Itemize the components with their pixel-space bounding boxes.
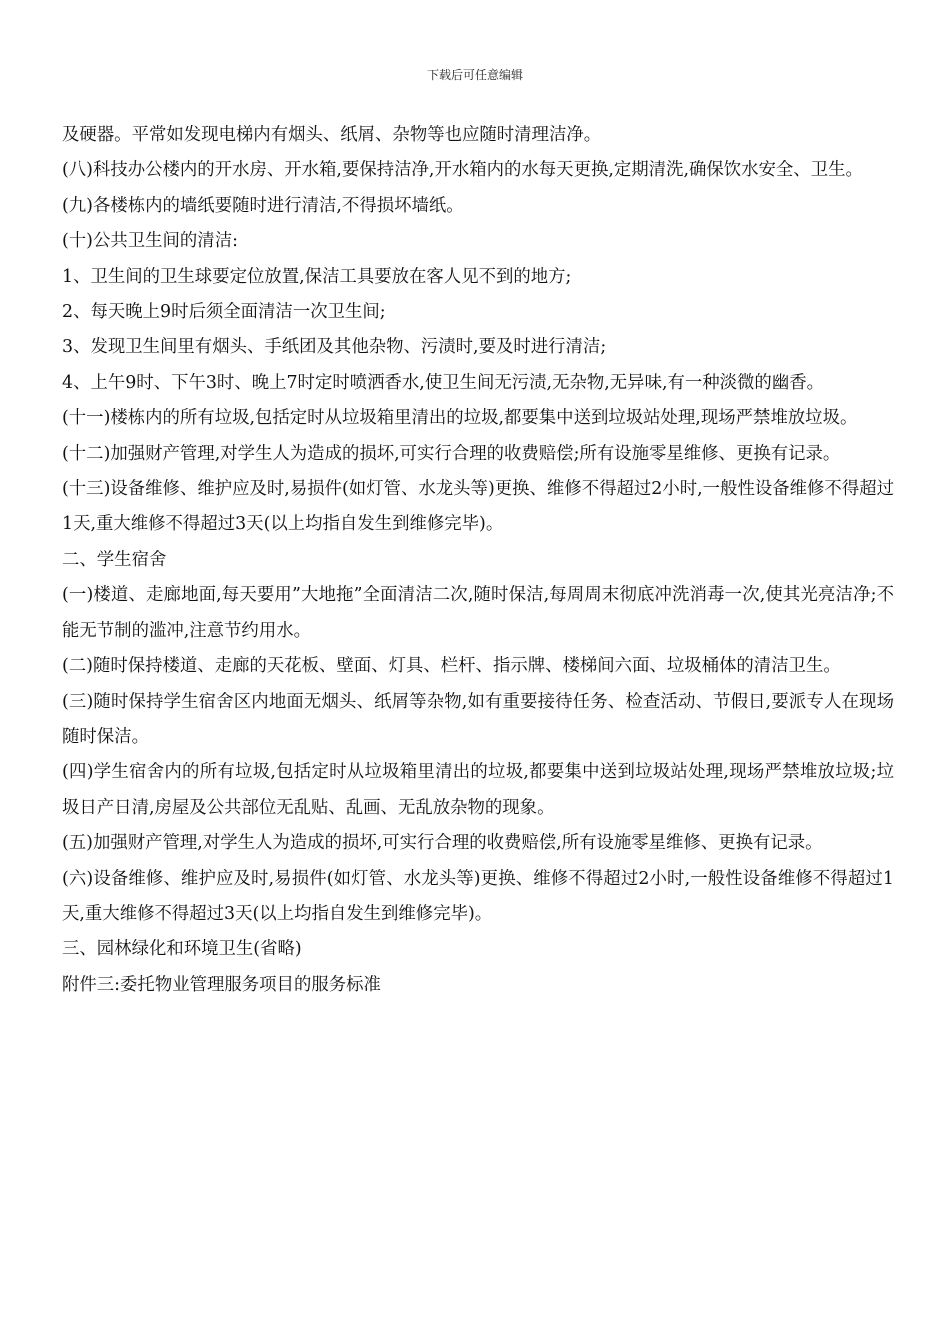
section-heading: 附件三:委托物业管理服务项目的服务标准 — [62, 974, 381, 995]
paragraph: (五)加强财产管理,对学生人为造成的损坏,可实行合理的收费赔偿,所有设施零星维修、更换有记录。 — [62, 833, 823, 854]
paragraph: 4、上午9时、下午3时、晚上7时定时喷洒香水,使卫生间无污渍,无杂物,无异味,有一种淡微的幽香。 — [62, 372, 824, 393]
paragraph: (六)设备维修、维护应及时,易损件(如灯管、水龙头等)更换、维修不得超过2小时,一般性设备维修不得超过1天,重大维修不得超过3天(以上均指自发生到维修完毕)。 — [62, 868, 894, 924]
section-heading: 二、学生宿舍 — [62, 549, 167, 570]
paragraph: (八)科技办公楼内的开水房、开水箱,要保持洁净,开水箱内的水每天更换,定期清洗,确保饮水安全、卫生。 — [62, 160, 863, 181]
section-heading: 三、园林绿化和环境卫生(省略) — [62, 939, 302, 960]
paragraph: 1、卫生间的卫生球要定位放置,保洁工具要放在客人见不到的地方; — [62, 266, 572, 287]
paragraph: (四)学生宿舍内的所有垃圾,包括定时从垃圾箱里清出的垃圾,都要集中送到垃圾站处理,现场严禁堆放垃圾;垃圾日产日清,房屋及公共部位无乱贴、乱画、无乱放杂物的现象。 — [62, 762, 894, 818]
paragraph: 及硬器。平常如发现电梯内有烟头、纸屑、杂物等也应随时清理洁净。 — [62, 125, 602, 145]
paragraph: (十一)楼栋内的所有垃圾,包括定时从垃圾箱里清出的垃圾,都要集中送到垃圾站处理,现场严禁堆放垃圾。 — [62, 408, 858, 429]
paragraph: (十)公共卫生间的清洁: — [62, 231, 238, 252]
paragraph: (十三)设备维修、维护应及时,易损件(如灯管、水龙头等)更换、维修不得超过2小时,一般性设备维修不得超过1天,重大维修不得超过3天(以上均指自发生到维修完毕)。 — [62, 479, 894, 535]
paragraph: 2、每天晚上9时后须全面清洁一次卫生间; — [62, 302, 386, 323]
paragraph: (一)楼道、走廊地面,每天要用”大地拖”全面清洁二次,随时保洁,每周周末彻底冲洗消毒一次,使其光亮洁净;不能无节制的滥冲,注意节约用水。 — [62, 585, 894, 641]
document-body — [62, 118, 894, 1003]
paragraph: (九)各楼栋内的墙纸要随时进行清洁,不得损坏墙纸。 — [62, 195, 464, 216]
paragraph: (二)随时保持楼道、走廊的天花板、壁面、灯具、栏杆、指示牌、楼梯间六面、垃圾桶体的清洁卫生。 — [62, 656, 841, 677]
page-header: 下载后可任意编辑 — [426, 68, 523, 82]
paragraph: (十二)加强财产管理,对学生人为造成的损坏,可实行合理的收费赔偿;所有设施零星维修、更换有记录。 — [62, 443, 841, 464]
paragraph: 3、发现卫生间里有烟头、手纸团及其他杂物、污渍时,要及时进行清洁; — [62, 337, 607, 358]
paragraph: (三)随时保持学生宿舍区内地面无烟头、纸屑等杂物,如有重要接待任务、检查活动、节假日,要派专人在现场随时保洁。 — [62, 691, 894, 747]
